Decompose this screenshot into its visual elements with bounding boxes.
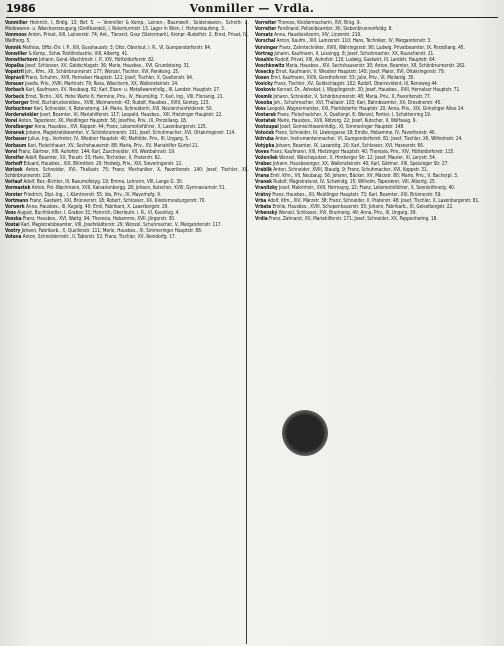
entry-surname: Vorschal xyxy=(255,38,276,45)
page-number: 1986 xyxy=(6,2,36,15)
entry-surname: Vrátný xyxy=(255,191,271,198)
entry-surname: Vostarek xyxy=(255,111,277,118)
entry-details: Josef, Malermstr., XVII, Hormayrg. 22; Franz, Lokomotivführer, X, Sonnleithnerg. 40. xyxy=(277,185,456,192)
entry-surname: Votruba xyxy=(255,136,274,143)
entry-surname: Voskovic xyxy=(255,87,276,94)
page-header xyxy=(6,2,498,16)
entry-details: August, Buchhändler, I, Graben 31; Heinrich, Oberleutn. i. R., VI, Kaunitzg. 4. xyxy=(15,209,180,216)
entry-surname: Vranitzky xyxy=(255,185,278,192)
entry-surname: Vranek xyxy=(255,179,272,186)
entry-details: Franz, Schuhm., XVII, Hernalser Hauptstr. 121; Josef, Tischler, X, Quellenstr. 94. xyxy=(24,75,194,82)
entry-surname: Voreifer xyxy=(5,154,25,161)
entry-surname: Vonmiller xyxy=(5,20,28,26)
entry-surname: Vorlauf xyxy=(5,179,23,186)
entry-details: & Komp., Schw. Textilindustrie, VIII, Albertg. 41. xyxy=(27,50,129,57)
entry-surname: Vostoupal xyxy=(255,124,279,131)
directory-entry xyxy=(5,32,249,44)
entry-surname: Vorbuchner xyxy=(5,105,33,112)
entry-surname: Vosahlo xyxy=(255,56,274,63)
entry-details: Joh., Schuhmacher, XVI, Thaliastr. 103; Karl, Bahnbeamter, XX, Dresdnerstr. 45. xyxy=(272,99,442,106)
entry-details: Anton, Kaufm., XIII, Lainzerstr. 110; Hans, Techniker, IV, Margaretenstr. 3. xyxy=(275,38,432,45)
entry-details: Johann, Kaufmann, II, Lessingg. 8; Josef, Schuhmacher, XX, Rauscherstr. 21. xyxy=(272,50,435,57)
entry-details: Karl, Magistratsbeamter, VIII, Josefstädterstr. 29; Wenzel, Schuhmacher, V, Margaretenstr. 117. xyxy=(19,222,222,229)
entry-surname: Vosen xyxy=(255,75,270,82)
entry-surname: Vopravil xyxy=(5,75,25,82)
entry-details: Eduard, Hausbes., XIX, Billrothstr. 20; Hedwig, Priv., XIX, Sieveringerstr. 12. xyxy=(22,160,183,167)
entry-details: Johann, Magistratsbeamter, V, Schönbrunnerstr. 101; Josef, Schuhmacher, XVI, Ottakringerstr. 114. xyxy=(24,130,236,137)
entry-details: Anton, Instrumentenmacher, VI, Gumpendorferstr. 81; Josef, Tischler, XII, Wilhelmstr. 24. xyxy=(273,136,463,143)
entry-surname: Vonmoos xyxy=(5,32,27,39)
entry-details: Josef, Gemischtwarenhdlg., XI, Simmeringer Hauptstr. 148. xyxy=(278,124,405,131)
entry-details: Anton, Schneider, XVI, Thaliastr. 75; Franz, Mechaniker, X, Favoritenstr. 140; Josef, Tischler, XII, Schönbrunnerstr. 226. xyxy=(5,167,249,180)
entry-surname: Vorbauer xyxy=(5,136,27,143)
entry-details: Franz, Hausbes., XII, Meidlinger Hauptstr. 73; Karl, Beamter, XXI, Brünnerstr. 59. xyxy=(270,191,442,198)
entry-surname: Vorisek xyxy=(5,167,23,173)
entry-surname: Vostal xyxy=(5,222,20,229)
entry-details: Adolf, Kfm., XIV, Märzstr. 38; Franz, Schneider, II, Praterstr. 48; Josef, Tischler, X, Laxenburgerstr. 81. xyxy=(266,197,480,204)
entry-details: Mathias, Offiz.-Dir. i. P., XIII, Gusshausstr. 3; Otto, Oberleut. i. R., VI, Gumpendorferstr. 64. xyxy=(21,44,212,51)
entry-details: Rudolf, Magistratsrat, IV, Schwindg. 15; Wilhelm, Tapezierer, VIII, Albertg. 25. xyxy=(271,179,437,186)
entry-details: Karl, Kaufmann, XV, Neubaug. 82; Karl, Eisen- u. Metallwarenhdlg., III, Landstr. Hauptstr. 27. xyxy=(24,87,221,94)
entry-details: Johann, Fabrikarb., X, Quellenstr. 111; Marie, Hausbes., XI, Simmeringer Hauptstr. 88. xyxy=(20,228,203,235)
entry-details: Wenzel, Wäscheputzer, X, Himberger Str. 12; Josef, Maurer, XI, Lorystr. 54. xyxy=(277,154,437,161)
entry-surname: Vorbeck xyxy=(5,93,25,100)
entry-surname: Voranek xyxy=(5,130,25,137)
entry-surname: Votava xyxy=(5,234,22,241)
entry-surname: Vosmik xyxy=(255,93,273,100)
entry-surname: Vrablik xyxy=(255,167,272,173)
entry-details: Anton, Tapezierer, XII, Meidlinger Hauptstr. 56; Josefine, Priv., IX, Porzellang. 18. xyxy=(17,118,188,124)
entry-details: Johann, Hausbesorger, XX, Wallensteinstr. 40; Karl, Gärtner, XIII, Speisinger Str. 27. xyxy=(271,160,449,167)
entry-details: Anna, Hausbesitzerin, XIV, Linzerstr. 219. xyxy=(272,32,362,39)
entry-details: Leopold, Wagnermeister, XXI, Floridsdorfer Hauptstr. 20; Anna, Priv., XIX, Grinzinger Allee 14. xyxy=(265,105,465,112)
entry-details: Franz, Gärtner, XIII, Auhofstr. 144; Karl, Zuschneider, VII, Westbahnstr. 19. xyxy=(17,148,176,155)
entry-details: Konrad, Dr., Advokat, I, Wipplingerstr. 30; Josef, Hausbes., XVII, Hernalser Hauptstr. 71. xyxy=(275,87,461,94)
ink-stamp xyxy=(282,410,328,456)
entry-details: Franz, Fleischselcher, X, Quellenpl. 6; Wenzel, Portier, I, Schottenring 19. xyxy=(276,111,432,118)
entry-surname: Vrbata xyxy=(255,203,272,210)
directory-entry xyxy=(5,20,249,32)
entry-surname: Vorbaum xyxy=(5,142,27,149)
entry-details: Anna, Hausbes., XVI, Koppstr. 44; Franz, Lokomotivführer, X, Laxenburgerstr. 125. xyxy=(33,124,208,131)
directory-columns xyxy=(5,20,499,644)
entry-surname: Vortrag xyxy=(255,50,273,57)
entry-surname: Vortmann xyxy=(5,197,29,204)
entry-details: Julius, Ing., Vertreter, IV, Wiedner Hauptstr. 40; Mathilde, Priv., III, Ungarg. 5. xyxy=(26,136,190,143)
entry-details: Ferdinand, Polizeibeamter, XII, Siebenbrunnenfeldg. 8. xyxy=(276,26,393,33)
entry-surname: Votýpka xyxy=(255,142,275,149)
entry-details: Franz, Tischler, XV, Goldschlagstr. 102; Rudolf, Oberrevident, III, Rennweg 44. xyxy=(272,81,439,88)
entry-details: Franz, Zahntechniker, XVIII, Währingerstr. 90; Ludwig, Privatbeamter, IX, Porzellang. 45. xyxy=(277,44,465,51)
entry-surname: Voss xyxy=(255,105,266,112)
entry-surname: Voženílek xyxy=(255,154,278,161)
entry-surname: Vorel xyxy=(5,148,18,155)
entry-details: Josef, Beamter, VI, Mariahilferstr. 117; Leopold, Hausbes., XIII, Hietzinger Hauptstr. 22. xyxy=(38,111,223,118)
entry-surname: Vorhoff xyxy=(5,160,23,167)
entry-surname: Vrdla xyxy=(255,216,268,222)
entry-surname: Vosoba xyxy=(255,99,273,106)
entry-details: Josef, Schlosser, XV, Goldschlagstr. 36; Marie, Hausbes., XVI, Grundsteing. 31. xyxy=(23,62,191,69)
entry-surname: Vorreiter xyxy=(255,20,277,26)
entry-details: Ernst, Kaufmann, V, Wiedner Hauptstr. 145; Josef, Maler, XVI, Ottakringerstr. 79. xyxy=(274,69,446,75)
entry-details: Emil, Kaufmann, XVIII, Gersthoferstr. 53; Julie, Priv., VI, Mollardg. 30. xyxy=(269,75,415,82)
header-rule xyxy=(6,17,498,18)
entry-details: Maria, Hausbes., XIV, Sechshauserstr. 30; Anton, Beamter, XII, Schönbrunnerstr. 262. xyxy=(284,62,466,69)
entry-details: Karl, Schneider, II, Rotensterng. 14; Marie, Schneiderin, XVI, Neulerchenfelderstr. 50. xyxy=(32,105,213,112)
entry-surname: Vorberger xyxy=(5,99,29,106)
entry-surname: Vrana xyxy=(255,173,270,180)
entry-surname: Vorsatz xyxy=(255,32,273,39)
entry-surname: Vopatril xyxy=(5,69,24,75)
directory-entry xyxy=(255,216,499,222)
entry-surname: Vrabec xyxy=(255,160,272,167)
entry-details: Johann, Schneider, V, Schönbrunnerstr. 48; Maria, Priv., X, Favoritenstr. 77. xyxy=(272,93,432,100)
entry-surname: Voralberger xyxy=(5,124,34,131)
entry-surname: Voves xyxy=(255,148,270,155)
left-column xyxy=(5,20,249,644)
entry-surname: Vrbenský xyxy=(255,209,278,216)
entry-surname: Vorderwinkler xyxy=(5,111,39,118)
entry-details: Adolf, Beamter, XX, Treustr. 33; Hans, Techniker, II, Praterstr. 62. xyxy=(24,154,162,161)
entry-surname: Voschkowitz xyxy=(255,62,285,69)
entry-surname: Vostry xyxy=(5,228,21,235)
entry-details: Emil, Kfm., VII, Neubaug. 56; Johann, Bäcker, XV, Märzstr. 80; Marie, Priv., V, Bacherpl. 3. xyxy=(269,173,459,180)
entry-details: Emil, Buchdruckereibes., XVIII, Weimarerstr. 43; Rudolf, Hausbes., XVIII, Gentzg. 115. xyxy=(28,99,210,106)
directory-entry xyxy=(5,234,249,240)
entry-details: Adolf, Bez.-Richter, III, Rasumofskyg. 19; Emma, Lehrerin, VIII, Lange G. 30. xyxy=(22,179,184,186)
entry-surname: Vosska xyxy=(5,216,22,222)
entry-details: Josefa, Priv., XVIII, Martinstr. 79; Rosa, Wäscherin, XX, Wallensteinstr. 24. xyxy=(23,81,179,88)
entry-surname: Vonwillerkorn xyxy=(5,56,38,63)
entry-details: Anna, Hausbes., III, Kegelg. 40; Emil, Fabrikant, X, Laaerbergstr. 29. xyxy=(24,203,169,210)
entry-surname: Vonnik xyxy=(5,44,22,51)
entry-details: Johann, Gend.-Wachtmstr. i. P., XIV, Hütteldorferstr. 82. xyxy=(37,56,155,63)
entry-details: Marie, Hausbes., XVII, Rötzerg. 22; Josef, Kutscher, II, Wolfsaug. 9. xyxy=(275,118,417,124)
entry-details: Franz, Zahnarzt, XV, Mariahilferstr. 171; Josef, Schneider, XX, Pappenheimg. 18. xyxy=(267,216,438,222)
entry-surname: Vorsinger xyxy=(255,44,278,51)
entry-details: Anton, Privat, XIII, Lainzerstr. 74; Ant., Tierarzt, Graz (Steiermark), Kronpr.-Rudolfstr. 2; Ernst, Privat, IV, Waltherg. 5. xyxy=(5,32,249,45)
entry-details: Therese, Kleidermacherin, XVI, Brüg. 9. xyxy=(276,20,361,26)
entry-surname: Vopalka xyxy=(5,62,24,69)
entry-surname: Vorwerk xyxy=(5,203,25,210)
entry-surname: Vrba xyxy=(255,197,267,204)
entry-surname: Vorel xyxy=(5,118,18,124)
entry-surname: Voss xyxy=(5,209,16,216)
entry-surname: Vorauer xyxy=(5,81,24,88)
entry-surname: Vorster xyxy=(5,191,23,198)
entry-details: Franz, Hausbes., XVI, Wattg. 94; Theresia, Hebamme, XVII, Jörgerstr. 30. xyxy=(21,216,176,222)
entry-details: Karl, Fleischhauer, XV, Sechshauserstr. 88; Maria, Priv., XV, Mariahilfer Gürtel 21. xyxy=(26,142,199,149)
entry-surname: Vormastek xyxy=(5,185,31,192)
entry-details: Franz, Gastwirt, XXI, Brünnerstr. 18; Robert, Schlosser, XX, Klosterneuburgerstr. 70. xyxy=(28,197,206,204)
entry-surname: Vostatek xyxy=(255,118,276,124)
entry-surname: Vorbach xyxy=(5,87,25,94)
entry-surname: Vosicky xyxy=(255,81,273,88)
entry-details: Rudolf, Privat, XIII, Auhofstr. 110; Ludwig, Gastwirt, III, Landstr. Hauptstr. 64. xyxy=(273,56,436,63)
entry-details: Anton, Pol.-Wachmann, XVII, Kalvarienbergg. 28; Johann, Kutscher, XVIII, Gymnasiumstr. 51. xyxy=(30,185,227,192)
entry-details: Emilie, Hausbes., XVIII, Schopenhauerstr. 55; Johann, Fabrikarb., XI, Geiselbergstr. 22. xyxy=(271,203,454,210)
entry-details: Anton, Schneider, XVIII, Staudg. 9; Franz, Schuhmacher, XVI, Koppstr. 31. xyxy=(271,167,429,173)
entry-details: Johann, Beamter, IX, Lazarettg. 20; Karl, Schlosser, XVI, Hasnerstr. 66. xyxy=(274,142,425,149)
entry-details: Wenzel, Schlosser, XVI, Brunneng. 49; Anna, Priv., III, Ungarg. 39. xyxy=(277,209,417,216)
entry-surname: Vosecky xyxy=(255,69,275,75)
entry-details: Franz, Kaufmann, XIII, Hietzinger Hauptstr. 40; Theresia, Priv., XIV, Hütteldorferstr. 115. xyxy=(269,148,455,155)
entry-surname: Vonwiller xyxy=(5,50,28,57)
entry-details: Franz, Schneider, III, Löwengasse 18; Emilie, Hebamme, IV, Favoritenstr. 40. xyxy=(274,130,436,137)
entry-details: Joh., Kfm., XII, Schönbrunnerstr. 177; Wenzel, Tischler, XVI, Panikeng. 25. xyxy=(23,69,180,75)
entry-details: Ernst, Techn., XIX, Hohe Warte 6; Hermine, Priv., IV, Heumühlg. 7; Karl, Ing., VIII, Florianig. 21. xyxy=(24,93,224,100)
entry-details: Heinrich, I, Brdlg. 13; Bef. 5. — Vonmiller & Komp., Leinen-, Baumwoll-, Seidenwaren-, Schnitt- u. Modewaren- u. Wäscheerzeugung (Großhandel), I, Rotenturmstr. 13, Lager in Wien, I, Hohenstaufeng. 3. xyxy=(5,20,249,33)
entry-details: Anton, Schneidermstr., II, Taborstr. 52; Franz, Tischler, XV, Reindorfg. 17. xyxy=(21,234,176,241)
entry-surname: Vorreiter xyxy=(255,26,277,33)
right-column xyxy=(255,20,499,644)
entry-surname: Votoček xyxy=(255,130,275,137)
running-head-title: Vonmiller — Vrdla. xyxy=(189,2,315,15)
entry-details: Friedrich, Dipl.-Ing., I, Kärntnerstr. 55; Ida, Priv., IV, Mayerhofg. 9. xyxy=(22,191,162,198)
directory-entry xyxy=(5,167,249,179)
